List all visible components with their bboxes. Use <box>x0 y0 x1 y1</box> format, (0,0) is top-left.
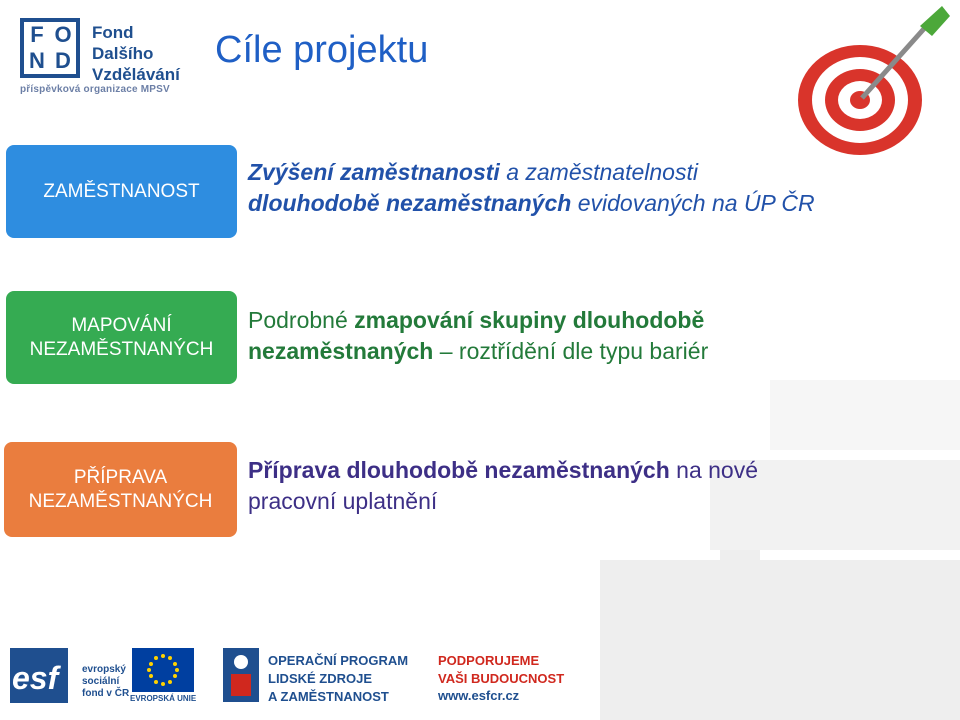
description-mapovani <box>248 305 948 367</box>
label-text: NEZAMĚSTNANÝCH <box>28 490 213 512</box>
label-mapovani <box>6 291 237 384</box>
desc-normal: Podrobné <box>248 307 355 333</box>
desc-normal: na nové <box>669 457 759 483</box>
esf-line: fond v ČR <box>82 688 130 699</box>
desc-normal: pracovní uplatnění <box>248 488 438 514</box>
description-priprava <box>248 455 948 517</box>
logo-letter: N <box>29 48 45 73</box>
esf-logo-text: esf <box>12 660 59 696</box>
fdv-logo-name <box>92 22 180 85</box>
logo-name-line: Fond <box>92 23 134 42</box>
desc-bold: nezaměstnaných <box>248 338 434 364</box>
desc-normal: – roztřídění dle typu bariér <box>433 338 709 364</box>
slide-title: Cíle projektu <box>215 29 429 71</box>
logo-name-line: Vzdělávání <box>92 65 180 84</box>
logo-letter: O <box>54 22 72 47</box>
desc-bold: Příprava dlouhodobě nezaměstnaných <box>248 457 670 483</box>
label-priprava <box>4 442 237 537</box>
op-lzz-logo-icon <box>221 646 261 704</box>
op-line: A ZAMĚSTNANOST <box>268 689 389 704</box>
desc-bold: dlouhodobě nezaměstnaných <box>248 190 572 216</box>
desc-bold: Zvýšení zaměstnanosti <box>248 159 500 185</box>
target-dart-icon <box>790 0 960 160</box>
logo-letter: D <box>55 48 71 73</box>
pod-line: VAŠI BUDOUCNOST <box>438 671 565 686</box>
label-zamestnanost <box>6 145 237 238</box>
label-text: MAPOVÁNÍ <box>71 314 172 336</box>
fdv-logo-mark <box>20 18 80 78</box>
esf-description <box>82 664 129 700</box>
op-lzz-text <box>268 652 408 706</box>
desc-normal: evidovaných na ÚP ČR <box>571 190 815 216</box>
description-zamestnanost <box>248 157 948 219</box>
op-line: OPERAČNÍ PROGRAM <box>268 653 409 668</box>
label-text: PŘÍPRAVA <box>73 466 168 488</box>
esf-line: evropský <box>82 664 126 675</box>
eu-flag-icon <box>132 648 194 692</box>
label-text: ZAMĚSTNANOST <box>43 180 200 202</box>
desc-normal: a zaměstnatelnosti <box>499 159 698 185</box>
esfcr-url: www.esfcr.cz <box>438 688 520 703</box>
op-line: LIDSKÉ ZDROJE <box>268 671 373 686</box>
logo-letter: F <box>30 22 44 47</box>
podporujeme-text <box>438 652 564 688</box>
desc-bold: zmapování skupiny dlouhodobě <box>354 307 705 333</box>
fdv-logo-subtitle: příspěvková organizace MPSV <box>20 84 170 95</box>
eu-label: EVROPSKÁ UNIE <box>130 694 197 703</box>
puzzle-background-graphic <box>540 380 960 720</box>
pod-line: PODPORUJEME <box>438 653 540 668</box>
esf-line: sociální <box>82 676 120 687</box>
label-text: NEZAMĚSTNANÝCH <box>29 338 214 360</box>
logo-name-line: Dalšího <box>92 44 154 63</box>
